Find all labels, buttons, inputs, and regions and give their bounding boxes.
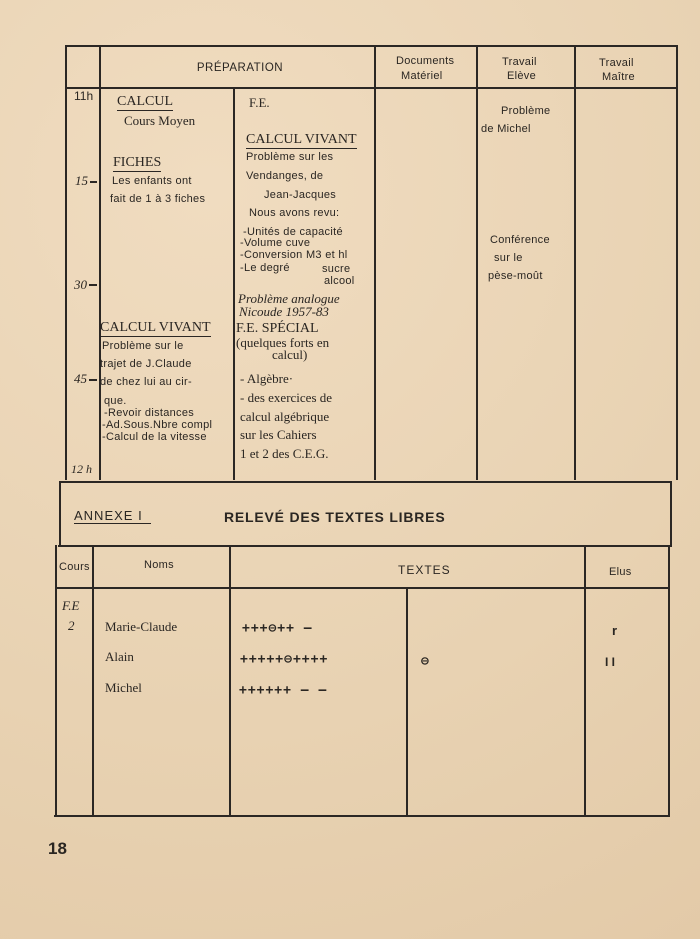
annexe-right-line	[670, 481, 672, 547]
fiches-line1: Les enfants ont	[112, 175, 192, 187]
fe-title: F.E.	[249, 95, 270, 110]
annexe-bottom-line	[58, 545, 672, 547]
conference-line2: sur le	[494, 252, 523, 264]
probleme-line2: de Michel	[481, 123, 531, 135]
docs-right-line	[476, 45, 478, 480]
annexe-left-line	[59, 481, 61, 547]
student-name-2: Alain	[105, 649, 134, 664]
right-line3: Jean-Jacques	[264, 189, 337, 201]
col-elus: Elus	[609, 566, 632, 578]
time-45: 45	[74, 371, 87, 386]
right-line5: -Unités de capacité	[243, 226, 343, 238]
header-documents: Documents	[396, 55, 455, 67]
cv-left-line4: que.	[104, 395, 127, 407]
top-border	[66, 45, 678, 47]
table2-noms-line	[229, 545, 231, 817]
student-name-1: Marie-Claude	[105, 619, 178, 634]
right-line4: Nous avons revu:	[249, 207, 340, 219]
header-materiel: Matériel	[401, 70, 443, 82]
header-bottom-line	[66, 87, 678, 89]
table2-textes-right-line	[584, 545, 586, 817]
conference-line3: pèse-moût	[488, 270, 543, 282]
right-line2: Vendanges, de	[246, 170, 324, 182]
table2-cours-line	[92, 545, 94, 817]
header-eleve: Elève	[507, 70, 537, 82]
cv-left-line3: de chez lui au cir-	[100, 376, 192, 388]
conference-line1: Conférence	[490, 234, 550, 246]
analogue-line2: Nicoude 1957-83	[239, 304, 329, 319]
probleme-line1: Problème	[501, 105, 551, 117]
algebre-line3: calcul algébrique	[240, 409, 330, 424]
fe-special-sub1: (quelques forts en	[236, 335, 330, 350]
annexe-top-line	[60, 481, 672, 483]
right-line9: alcool	[324, 275, 355, 287]
header-maitre: Maître	[602, 71, 635, 83]
tick-15	[90, 181, 97, 183]
cours-value-line1: F.E	[62, 598, 80, 613]
student-name-3: Michel	[105, 680, 142, 695]
cours-value-line2: 2	[68, 618, 75, 633]
fiches-title: FICHES	[113, 155, 162, 170]
right-line6: -Volume cuve	[240, 237, 311, 249]
eleve-right-line	[574, 45, 576, 480]
cv-left-line1: Problème sur le	[102, 340, 184, 352]
algebre-line5: 1 et 2 des C.E.G.	[240, 446, 329, 461]
cv-left-line6: -Ad.Sous.Nbre compl	[102, 419, 213, 431]
fe-special-sub2: calcul)	[272, 347, 308, 362]
right-line1: Problème sur les	[246, 151, 334, 163]
page-number: 18	[48, 839, 67, 858]
annexe-title: RELEVÉ DES TEXTES LIBRES	[224, 509, 446, 525]
right-line7: -Conversion M3 et hl	[240, 249, 348, 261]
algebre-line1: - Algèbre·	[240, 371, 294, 386]
calcul-vivant-title-right: CALCUL VIVANT	[246, 132, 357, 147]
fiches-line2: fait de 1 à 3 fiches	[110, 193, 206, 205]
time-col-line	[99, 45, 101, 480]
right-line8b: sucre	[322, 263, 351, 275]
cv-left-line2: trajet de J.Claude	[100, 358, 192, 370]
col-textes: TEXTES	[398, 563, 451, 577]
calcul-title: CALCUL	[117, 94, 173, 109]
elus-2: I I	[605, 655, 616, 669]
tick-45	[89, 379, 97, 381]
calcul-vivant-title-left: CALCUL VIVANT	[100, 320, 211, 335]
right-line8: -Le degré	[240, 262, 290, 274]
time-30: 30	[74, 277, 87, 292]
tick-30	[89, 284, 97, 286]
algebre-line2: - des exercices de	[240, 390, 333, 405]
prep-right-line	[374, 45, 376, 480]
table2-textes-mid-line	[406, 589, 408, 817]
algebre-line4: sur les Cahiers	[240, 427, 317, 442]
time-15: 15	[75, 173, 88, 188]
text-extra-2: ⊖	[421, 654, 430, 669]
annexe-label: ANNEXE I	[74, 509, 151, 524]
text-marks-1: +++⊖++ –	[242, 621, 313, 636]
prep-mid-line	[233, 87, 235, 480]
cv-left-line7: -Calcul de la vitesse	[102, 431, 207, 443]
fe-special-title: F.E. SPÉCIAL	[236, 321, 319, 336]
cv-left-line5: -Revoir distances	[104, 407, 195, 419]
right-border	[676, 45, 678, 480]
header-travail-eleve: Travail	[502, 56, 537, 68]
left-border	[65, 45, 67, 480]
header-travail-maitre: Travail	[599, 57, 634, 69]
table2-bottom-line	[54, 815, 670, 817]
time-11h: 11h	[74, 89, 94, 103]
table2-right-line	[668, 545, 670, 817]
elus-1: r	[612, 623, 618, 638]
time-12h: 12 h	[71, 462, 92, 476]
cours-moyen: Cours Moyen	[124, 113, 196, 128]
table2-header-line	[56, 587, 670, 589]
table2-left-line	[55, 545, 57, 817]
col-cours: Cours	[59, 561, 90, 573]
header-preparation: PRÉPARATION	[196, 62, 284, 74]
col-noms: Noms	[144, 559, 174, 571]
text-marks-3: ++++++ – –	[239, 683, 328, 698]
text-marks-2: +++++⊖++++	[240, 652, 329, 667]
analogue-line1: Problème analogue	[238, 291, 340, 306]
